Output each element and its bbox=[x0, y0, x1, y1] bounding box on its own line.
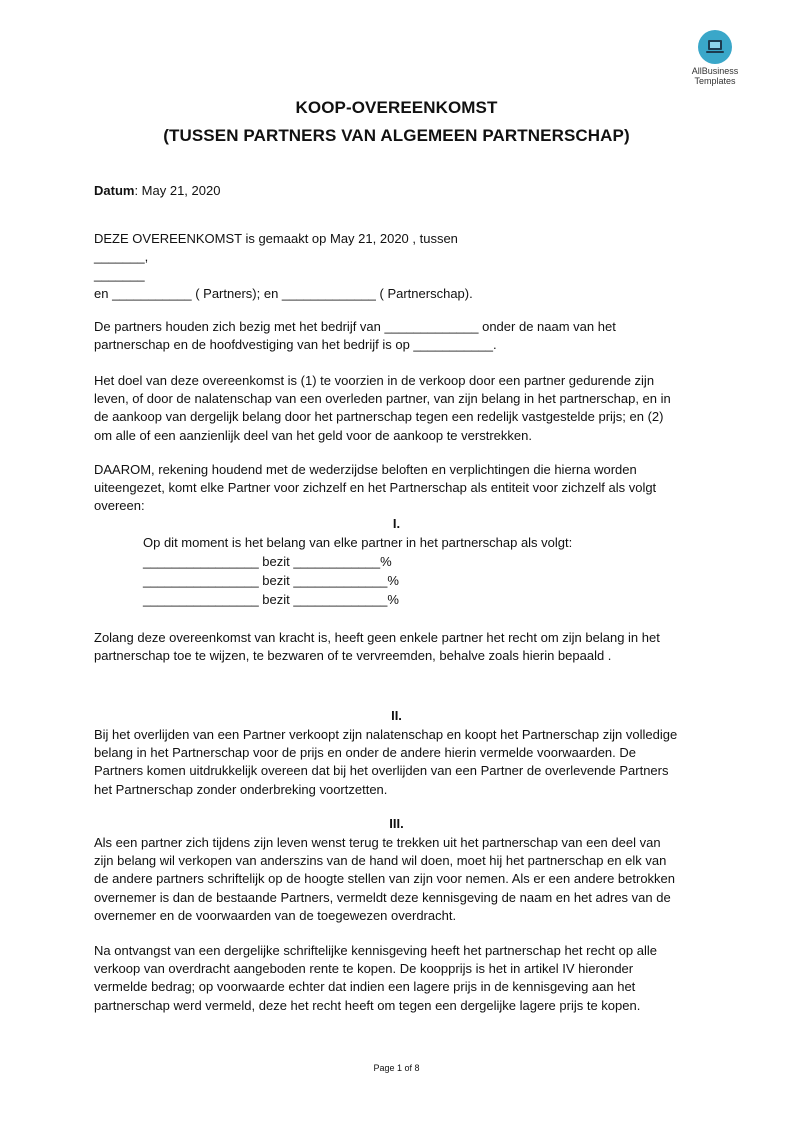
business-paragraph bbox=[94, 318, 704, 354]
paragraph-line: overnemer is dan de bestaande Partners, vermeldt deze kennisgeving de naam en het adres van de bbox=[94, 889, 671, 905]
intro-line: _______ bbox=[94, 267, 145, 283]
section-3-paragraph-1 bbox=[94, 834, 704, 925]
paragraph-line: Het doel van deze overeenkomst is (1) te voorzien in de verkoop door een partner gedurende zijn bbox=[94, 373, 655, 388]
paragraph-line: Als een partner zich tijdens zijn leven wenst terug te trekken uit het partnerschap van een deel van bbox=[94, 835, 661, 850]
date-line bbox=[94, 182, 704, 200]
paragraph-line: DAAROM, rekening houdend met de wederzijdse beloften en verplichtingen die hierna worden bbox=[94, 462, 637, 477]
paragraph-line: verkoop van overdracht aangeboden rente te kopen. De koopprijs is het in artikel IV hieronder bbox=[94, 961, 634, 977]
section-1-heading: I. bbox=[392, 516, 401, 531]
laptop-icon bbox=[698, 30, 732, 64]
paragraph-line: Zolang deze overeenkomst van kracht is, heeft geen enkele partner het recht om zijn belang in het bbox=[94, 630, 660, 645]
paragraph-line: Partners komen uitdrukkelijk overeen dat bij het overlijden van een Partner de overlevende Partners bbox=[94, 763, 669, 779]
section-1-paragraph bbox=[94, 629, 704, 665]
date-label: Datum bbox=[94, 183, 135, 198]
paragraph-line: zijn belang wil verkopen van anderszins van de hand wil doen, moet hij het partnerschap en elk van bbox=[94, 853, 667, 869]
paragraph-line: leven, of door de nalatenschap van een overleden partner, van zijn belang in het partnerschap, en in bbox=[94, 391, 671, 407]
ownership-row: ________________ bezit _____________% bbox=[143, 573, 399, 588]
paragraph-line: partnerschap werd vermeld, deze het recht heeft om tegen een dergelijke lagere prijs te kopen. bbox=[94, 997, 641, 1013]
document-title: KOOP-OVEREENKOMST bbox=[295, 98, 498, 117]
intro-paragraph bbox=[94, 230, 704, 303]
document-subtitle: (TUSSEN PARTNERS VAN ALGEMEEN PARTNERSCHAP) bbox=[163, 126, 630, 145]
purpose-paragraph bbox=[94, 372, 704, 445]
paragraph-line: overeen: bbox=[94, 498, 145, 514]
paragraph-line: de andere partners schriftelijk op de hoogte stellen van zijn voor nemen. Als er een andere betrokken bbox=[94, 871, 676, 887]
logo-line-2: Templates bbox=[694, 76, 736, 86]
whereas-paragraph bbox=[94, 461, 704, 516]
logo-line-1: AllBusiness bbox=[691, 66, 739, 76]
ownership-row: ________________ bezit _____________% bbox=[143, 592, 399, 607]
intro-line: en ___________ ( Partners); en _____________ ( Partnerschap). bbox=[94, 285, 473, 301]
date-value: : May 21, 2020 bbox=[134, 183, 221, 198]
paragraph-line: partnerschap en de hoofdvestiging van het bedrijf is op ___________. bbox=[94, 337, 497, 353]
section-3-paragraph-2 bbox=[94, 942, 704, 1015]
paragraph-line: Bij het overlijden van een Partner verkoopt zijn nalatenschap en koopt het Partnerschap zijn volledige bbox=[94, 727, 678, 742]
paragraph-line: om alle of een aanzienlijk deel van het geld voor de aankoop te verstrekken. bbox=[94, 427, 532, 443]
ownership-row: ________________ bezit ____________% bbox=[143, 554, 392, 569]
paragraph-line: overnemer en de voorwaarden van de toegewezen overdracht. bbox=[94, 907, 457, 923]
section-3-heading: III. bbox=[389, 816, 404, 831]
allbusiness-logo bbox=[676, 30, 754, 86]
section-2-paragraph bbox=[94, 726, 704, 799]
paragraph-line: uiteengezet, komt elke Partner voor zichzelf en het Partnerschap als entiteit voor zichzelf als volgt bbox=[94, 480, 657, 496]
paragraph-line: belang in het Partnerschap voor de prijs en onder de andere hierin vermelde voorwaarden. De bbox=[94, 745, 636, 761]
logo-text bbox=[676, 66, 754, 86]
section-1-intro: Op dit moment is het belang van elke partner in het partnerschap als volgt: bbox=[143, 535, 573, 550]
paragraph-line: de aankoop van dergelijk belang door het partnerschap tegen een redelijk vastgestelde prijs; en (2) bbox=[94, 409, 664, 425]
paragraph-line: het Partnerschap zonder onderbreking voortzetten. bbox=[94, 781, 388, 797]
paragraph-line: vermelde bedrag; op voorwaarde echter dat indien een lagere prijs in de kennisgeving aan het bbox=[94, 979, 636, 995]
page-number: Page 1 of 8 bbox=[373, 1063, 420, 1073]
intro-line: DEZE OVEREENKOMST is gemaakt op May 21, 2020 , tussen bbox=[94, 231, 458, 246]
intro-line: _______, bbox=[94, 249, 149, 265]
paragraph-line: partnerschap toe te wijzen, te bezwaren of te vervreemden, behalve zoals hierin bepaald . bbox=[94, 648, 612, 664]
section-2-heading: II. bbox=[391, 708, 402, 723]
paragraph-line: De partners houden zich bezig met het bedrijf van _____________ onder de naam van het bbox=[94, 319, 616, 334]
paragraph-line: Na ontvangst van een dergelijke schriftelijke kennisgeving heeft het partnerschap het recht op alle bbox=[94, 943, 657, 958]
